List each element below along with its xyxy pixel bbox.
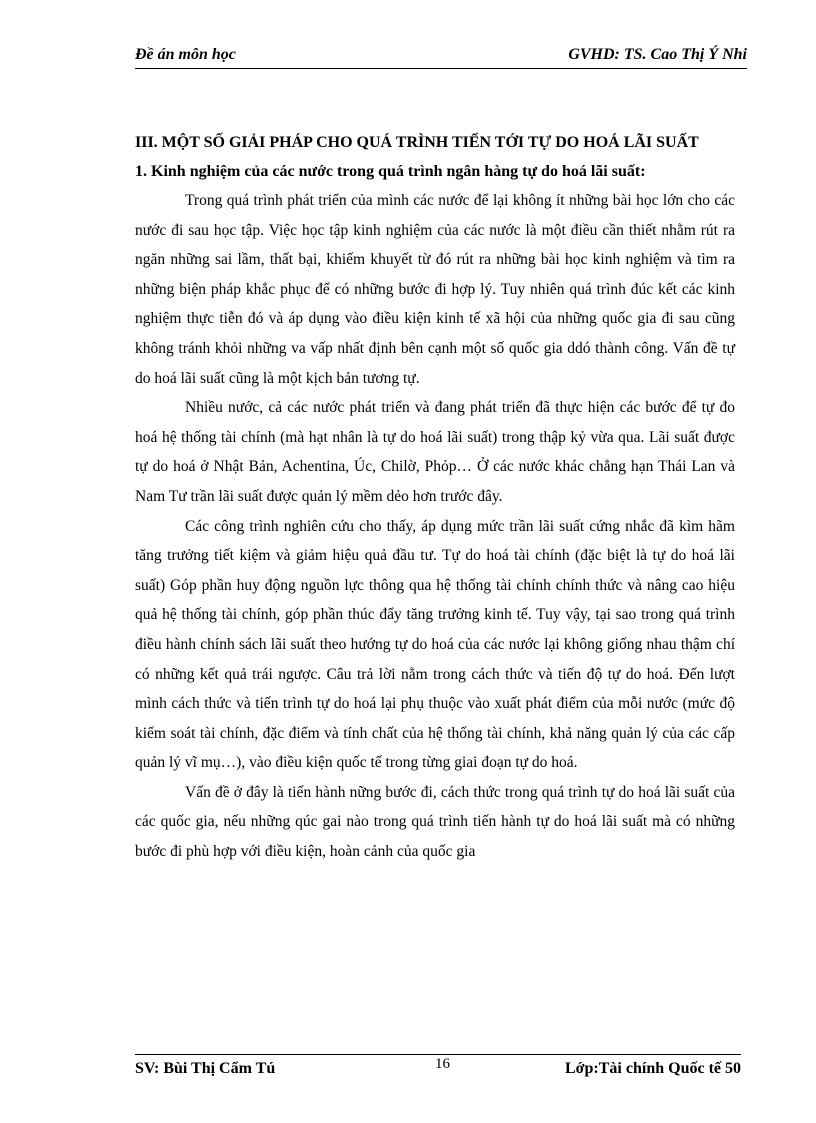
paragraph-1: Trong quá trình phát triển của mình các nước để lại không ít những bài học lớn cho các nước đi sau học tập. Việc học tập kinh nghiệm của các nước là một điều cần thiết nhằm rút ra ngăn những sai lầm, thất bại, khiếm khuyết từ đó rút ra những bài học kinh nghiệm và tìm ra những biện pháp khắc phục để có những bước đi hợp lý. Tuy nhiên quá trình đúc kết các kinh nghiệm thực tiễn đó và áp dụng vào điều kiện kinh tế xã hội của những quốc gia đi sau cũng không tránh khỏi những va vấp nhất định bên cạnh một số quốc gia ddó thành công. Vấn đề tự do hoá lãi suất cũng là một kịch bản tương tự. [135,192,735,387]
subsection-title: 1. Kinh nghiệm của các nước trong quá trình ngân hàng tự do hoá lãi suất: [135,163,646,180]
header-course-title: Đề án môn học [135,46,236,63]
paragraph-2: Nhiều nước, cả các nước phát triển và đang phát triển đã thực hiện các bước để tự đo hoá hệ thống tài chính (mà hạt nhân là tự do hoá lãi suất) trong thập kỷ vừa qua. Lãi suất được tự do hoá ở Nhật Bản, Achentina, Úc, Chilờ, Phỏp… Ở các nước khác chẳng hạn Thái Lan và Nam Tư trần lãi suất được quản lý mềm dẻo hơn trước đây. [135,399,735,505]
paragraph-4: Vấn đề ở đây là tiến hành nững bước đi, cách thức trong quá trình tự do hoá lãi suất của các quốc gia, nếu những qúc gai nào trong quá trình tiến hành tự do hoá lãi suất mà có những bước đi phù hợp với điều kiện, hoàn cảnh của quốc gia [135,783,735,861]
paragraph-3: Các công trình nghiên cứu cho thấy, áp dụng mức trần lãi suất cứng nhắc đã kìm hãm tăng trưởng tiết kiệm và giảm hiệu quả đầu tư. Tự do hoá tài chính (đặc biệt là tự do hoá lãi suất) Góp phần huy động nguồn lực thông qua hệ thống tài chính chính thức và nâng cao hiệu quả hệ thống tài chính, góp phần thúc đẩy tăng trưởng kinh tế. Tuy vậy, tại sao trong quá trình điều hành chính sách lãi suất theo hướng tự do hoá của các nước lại không giống nhau thậm chí có những kết quả trái ngược. Câu trả lời nằm trong cách thức và tiến độ tự do hoá. Đến lượt mình cách thức và tiến trình tự do hoá lại phụ thuộc vào xuất phát điểm của mỗi nước (mức độ kiểm soát tài chính, đặc điểm và tính chất của hệ thống tài chính, khả năng quản lý của các cấp quản lý vĩ mụ…), vào điều kiện quốc tế trong từng giai đoạn tự do hoá. [135,517,735,772]
page-header [135,44,747,69]
footer-class-name: Lớp:Tài chính Quốc tế 50 [565,1060,741,1077]
section-title: III. MỘT SỐ GIẢI PHÁP CHO QUÁ TRÌNH TIẾN TỚI TỰ DO HOÁ LÃI SUẤT [135,134,699,151]
page-content [135,128,735,867]
footer-student-name: SV: Bùi Thị Cẩm Tú [135,1060,276,1077]
page-footer [135,1054,741,1085]
page-number: 16 [435,1056,450,1072]
header-supervisor: GVHD: TS. Cao Thị Ý Nhi [568,46,747,63]
